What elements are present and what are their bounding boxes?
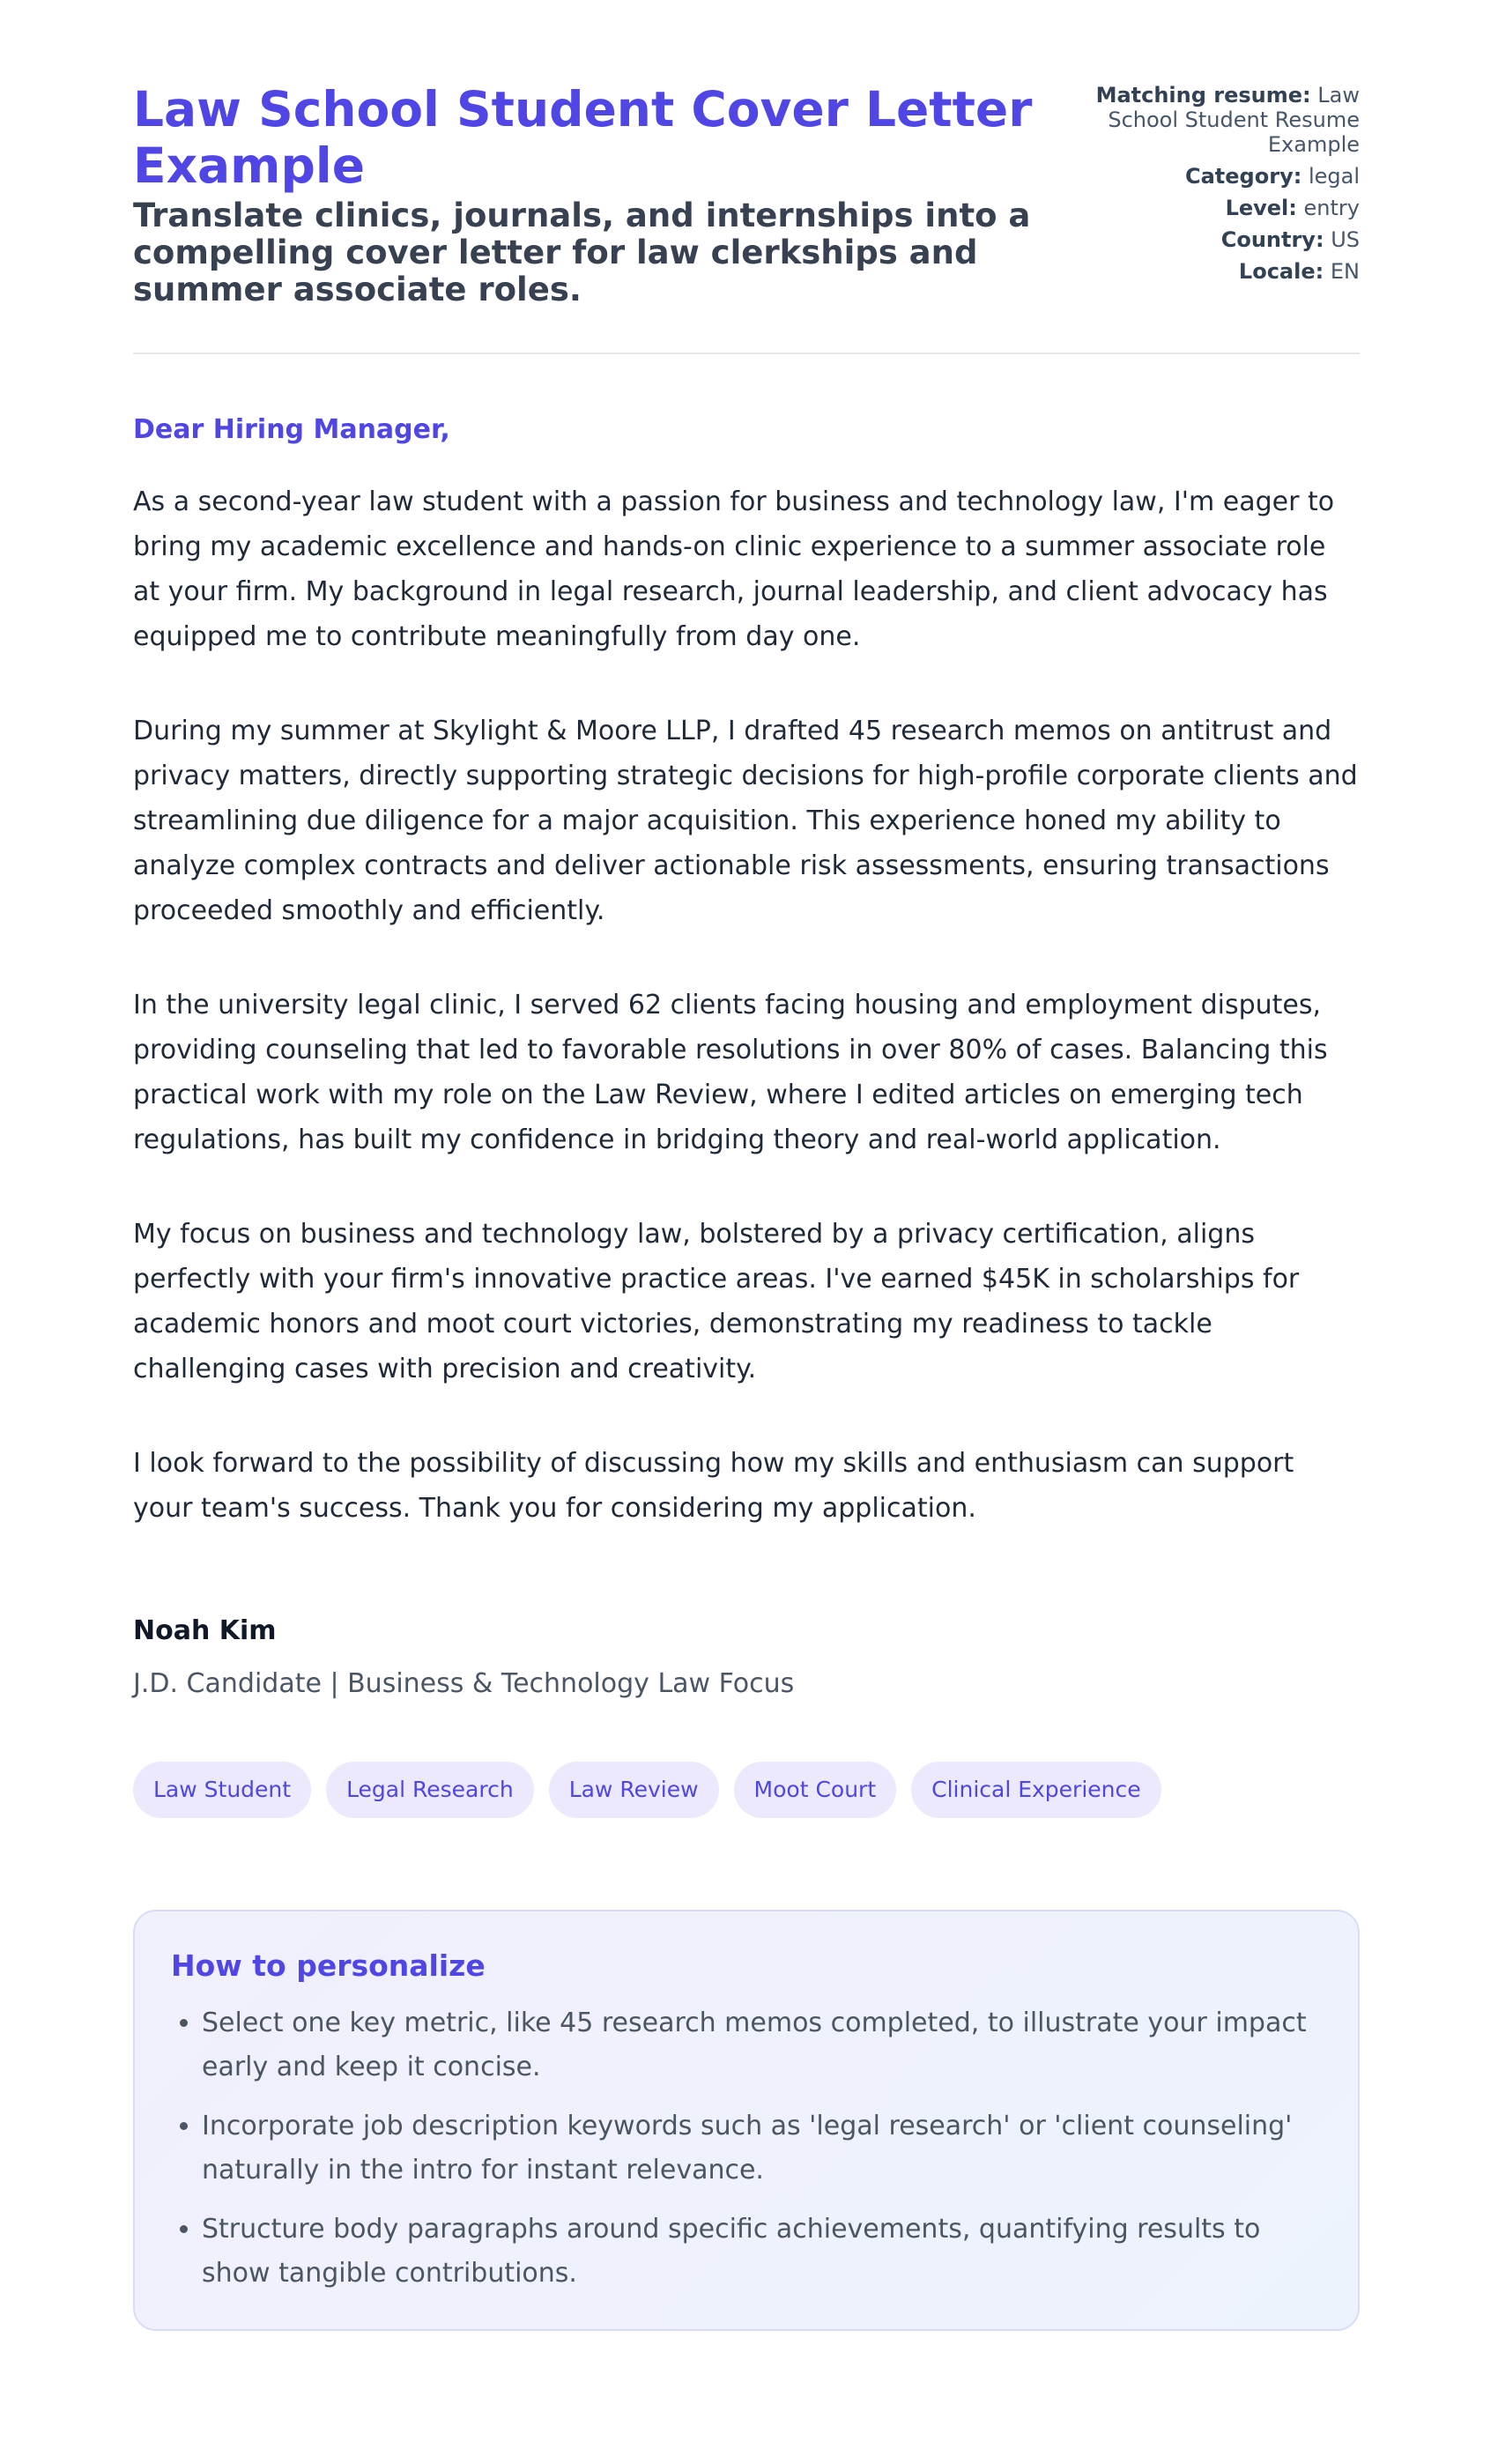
- signature-title: J.D. Candidate | Business & Technology Law Focus: [133, 1668, 795, 1699]
- tag: Moot Court: [734, 1762, 897, 1818]
- page-title: Law School Student Cover Letter Example: [133, 81, 1033, 194]
- cover-letter-page: [133, 0, 1360, 2331]
- meta-value: EN: [1330, 259, 1360, 284]
- tip-item: • Structure body paragraphs around specific achievements, quantifying results to show tangible contributions.: [202, 2208, 1323, 2296]
- meta-label: Matching resume:: [1095, 83, 1311, 108]
- letter-paragraph: As a second-year law student with a passion for business and technology law, I'm eager to bring my academic excellence and hands-on clinic experience to a summer associate role at your firm. My background in legal research, journal leadership, and client advocacy has equipped me to contribute meaningfully from day one.: [133, 486, 1335, 652]
- meta-panel: [1095, 81, 1360, 308]
- page-subtitle: Translate clinics, journals, and internships into a compelling cover letter for law clerkships and summer associate roles.: [133, 197, 1031, 308]
- tag: Law Review: [549, 1762, 719, 1818]
- meta-label: Level:: [1225, 196, 1297, 220]
- meta-value: entry: [1303, 196, 1360, 220]
- meta-label: Country:: [1220, 227, 1324, 252]
- tip-item: • Incorporate job description keywords such as 'legal research' or 'client counseling' naturally in the intro for instant relevance.: [202, 2104, 1323, 2193]
- meta-category: [1095, 164, 1360, 189]
- letter-body: [133, 479, 1360, 1531]
- meta-level: [1095, 196, 1360, 220]
- meta-matching-resume: [1095, 83, 1360, 157]
- tag: Legal Research: [326, 1762, 534, 1818]
- meta-label: Category:: [1185, 164, 1302, 189]
- meta-locale: [1095, 259, 1360, 284]
- letter-paragraph: During my summer at Skylight & Moore LLP, I drafted 45 research memos on antitrust and privacy matters, directly supporting strategic decisions for high-profile corporate clients and streamlining due diligence for a major acquisition. This experience honed my ability to analyze complex contracts and deliver actionable risk assessments, ensuring transactions proceeded smoothly and efficiently.: [133, 716, 1358, 926]
- meta-value: legal: [1308, 164, 1360, 189]
- tip-item: • Select one key metric, like 45 research memos completed, to illustrate your impact early and keep it concise.: [202, 2001, 1323, 2089]
- meta-country: [1095, 227, 1360, 252]
- title-block: [133, 81, 1067, 308]
- tips-title: How to personalize: [171, 1948, 486, 1983]
- meta-value: US: [1331, 227, 1360, 252]
- signature-name: Noah Kim: [133, 1615, 277, 1646]
- tag: Law Student: [133, 1762, 311, 1818]
- signature: [133, 1614, 1360, 1702]
- tag: Clinical Experience: [911, 1762, 1161, 1818]
- page-header: [133, 0, 1360, 354]
- personalize-tips-box: [133, 1910, 1360, 2331]
- meta-value: Law School Student Resume Example: [1108, 83, 1360, 157]
- letter-paragraph: I look forward to the possibility of discussing how my skills and enthusiasm can support your team's success. Thank you for considering my application.: [133, 1448, 1294, 1524]
- tips-list: [171, 2001, 1323, 2296]
- meta-label: Locale:: [1238, 259, 1324, 284]
- letter-paragraph: My focus on business and technology law, bolstered by a privacy certification, aligns perfectly with your firm's innovative practice areas. I've earned $45K in scholarships for academic honors and moot court victories, demonstrating my readiness to tackle challenging cases with precision and creativity.: [133, 1219, 1300, 1384]
- letter-paragraph: In the university legal clinic, I served 62 clients facing housing and employment disputes, providing counseling that led to favorable resolutions in over 80% of cases. Balancing this practical work with my role on the Law Review, where I edited articles on emerging tech regulations, has built my confidence in bridging theory and real-world application.: [133, 990, 1328, 1155]
- greeting: Dear Hiring Manager,: [133, 414, 450, 445]
- tag-list: [133, 1762, 1360, 1818]
